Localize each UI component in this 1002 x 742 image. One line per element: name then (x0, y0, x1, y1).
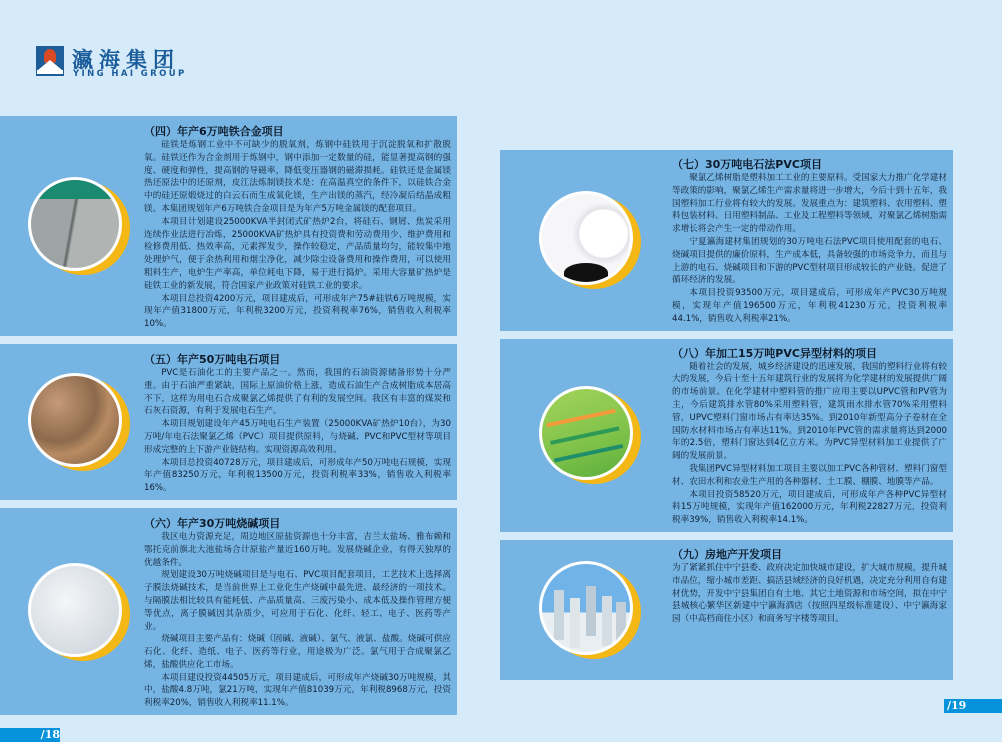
paragraph: 本项目规划建设年产45万吨电石生产装置（25000KVA矿热炉10台），为30万吨/年电石法聚氯乙烯（PVC）项目提供原料，与烧碱、PVC和PVC型材等项目形成完整的上下游产业链结构。实现资源高效利用。 (144, 419, 451, 455)
section-body (144, 139, 451, 331)
real-estate-photo (539, 561, 633, 655)
logo-name-en: YING HAI GROUP (73, 69, 187, 79)
paragraph: 我集团PVC异型材料加工项目主要以加工PVC各种管材、塑料门窗型材、农田水利和农业生产用的各种器材、土工膜、棚膜、地膜等产品。 (672, 463, 947, 487)
paragraph: 本项目投资58520万元，项目建成后，可形成年产各种PVC异型材料15万吨规模，实现年产值162000万元，年利税22827万元，投资利税率39%，销售收入利税率14.1%。 (672, 489, 947, 526)
paragraph: 硅铁是炼钢工业中不可缺少的脱氧剂，炼钢中硅铁用于沉淀脱氧和扩散脱氧。硅铁还作为合金剂用于炼钢中，钢中添加一定数量的硅，能显著提高钢的强度、硬度和弹性，提高钢的导磁率，降低变压器钢的磁滞损耗。硅铁还是金属镁热还原法中的还原剂，皮江法炼制镁技术是：在高温真空的条件下，以硅铁合金中的硅还原煅烧过的白云石而生成氧化镁，生产出镁的蒸汽，经冷凝后结晶成粗镁。本集团规划年产6万吨铁合金项目是为年产5万吨金属镁的配套项目。 (144, 140, 451, 214)
paragraph: 烧碱项目主要产品有：烧碱（固碱、液碱）、氯气、液氯、盐酸。烧碱可供应石化、化纤、造纸、电子、医药等行业，用途极为广泛。氯气用于合成聚氯乙烯，盐酸供应化工市场。 (144, 634, 451, 670)
paragraph: 随着社会的发展，城乡经济建设的迅速发展，我国的塑料行业将有较大的发展，今后十至十五年建筑行业的发展将为化学建材的发展提供广阔的市场前景。在化学建材中塑料管的推广应用主要以UPVC管和PV管为主，今后建筑排水管80%采用塑料管，建筑雨水排水管70%采用塑料管，UPVC塑料门窗市场占有率达35%。到2010年新型高分子卷材在全国防水材料市场占有率达11%。到2010年PVC管的需求量将达到2000年的2.5倍，塑料门窗达到4亿立方米。为PVC异型材料加工业提供了广阔的发展前景。 (672, 361, 948, 462)
section-body (144, 367, 451, 495)
left-page (0, 116, 457, 742)
logo-emblem-icon (36, 46, 64, 76)
section-title: （九）房地产开发项目 (672, 547, 782, 561)
paragraph: 我区电力资源充足，周边地区原盐资源也十分丰富，吉兰太盐场、雅布赖和鄂托克前旗北大池盐场合计原盐产量近160万吨。发展烧碱企业，有得天独厚的优越条件。 (144, 531, 451, 568)
section-body (672, 361, 947, 527)
calcium-carbide-photo (28, 373, 122, 467)
right-page (500, 150, 967, 713)
paragraph: 聚氯乙烯树脂是塑料加工工业的主要原料。受国家大力推广化学建材等政策的影响，聚氯乙烯生产需求量将进一步增大，今后十到十五年，我国塑料加工行业将有较大的发展。发展重点为：建筑塑料、农用塑料、塑料包装材料、日用塑料制品、工业及工程塑料等领域，对聚氯乙烯树脂需求增长将会产生一定的带动作用。 (672, 173, 948, 235)
pvc-pipes-photo (539, 191, 633, 285)
paragraph: 为了紧紧抓住中宁县委、政府决定加快城市建设，扩大城市规模，提升城市品位，缩小城市差距、搞活县域经济的良好机遇，决定充分利用自有建材优势，开发中宁县集团自有土地、其它土地资源和市场空间，拟在中宁县城核心繁华区新建中宁瀛海酒店（按照四星级标准建设）、中宁瀛海家园（中高档商住小区）和商务写字楼等项目。 (672, 562, 948, 625)
section-ferroalloy (0, 116, 457, 336)
page-number-left (0, 728, 60, 742)
logo-name-cn: 瀛海集团 (72, 47, 180, 72)
paragraph: 宁夏瀛海建材集团规划的30万吨电石法PVC项目使用配套的电石、烧碱项目提供的廉价原料，生产成本低，具备较强的市场竞争力，而且与上游的电石、烧碱项目和下游的PVC型材项目形成较长的产业链。促进了循环经济的发展。 (672, 236, 948, 286)
section-body (144, 531, 451, 710)
ferroalloy-photo (28, 177, 122, 271)
section-real-estate (500, 540, 953, 680)
page-number-text: /18 (40, 728, 60, 742)
page-number-text: /19 (947, 698, 967, 712)
section-pvc (500, 150, 953, 331)
paragraph: 本项目总投资4200万元，项目建成后，可形成年产75#硅铁6万吨规模，实现年产值31800万元，年利税3200万元，投资利税率76%，销售收入利税率10%。 (144, 293, 451, 330)
paragraph: 本项目建设投资44505万元，项目建成后，可形成年产烧碱30万吨规模，其中，盐酸4.8万吨，氯21万吨，实现年产值81039万元，年利税8968万元，投资利税率20%，销售收入利税率11.1%。 (144, 672, 451, 709)
ying-hai-group-logo (36, 46, 187, 80)
section-title: （六）年产30万吨烧碱项目 (144, 516, 281, 530)
section-title: （五）年产50万吨电石项目 (144, 352, 281, 366)
paragraph: 本项目投资93500万元，项目建成后，可形成年产PVC30万吨规模，实现年产值196500万元，年利税41230万元，投资利税率44.1%，销售收入利税率21%。 (672, 288, 947, 324)
section-title: （八）年加工15万吨PVC异型材料的项目 (672, 346, 877, 360)
section-title: （七）30万吨电石法PVC项目 (672, 158, 822, 171)
section-title: （四）年产6万吨铁合金项目 (144, 125, 284, 138)
caustic-soda-photo (28, 563, 122, 657)
pvc-profile-photo (539, 386, 633, 480)
paragraph: PVC是石油化工的主要产品之一。然而，我国的石油资源储备形势十分严重。由于石油严重紧缺，国际上原油价格上涨，造成石油生产合成树脂成本居高不下，这样为用电石合成聚氯乙烯提供了有利的发展空间。我区有丰富的煤炭和石灰石资源，有利于发展电石生产。 (144, 367, 451, 417)
paragraph: 本项目计划建设25000KVA半封闭式矿热炉2台，将硅石、钢屑、焦炭采用连续作业法进行冶炼，25000KVA矿热炉具有投资费和劳动费用少、维护费用和检修费用低、热效率高，元素挥发少，操作较稳定，产品质量均匀，能较集中地处理炉气，便于余热利用和烟尘净化，减少除尘设备费用和操作费用，可以使用粗料生产，电炉生产率高，单位耗电下降，易于进行捣炉。采用大容量矿热炉是硅铁工业的新发展，符合国家产业政策对硅铁工业的要求。 (144, 216, 451, 291)
section-calcium-carbide (0, 344, 457, 500)
section-body (672, 172, 947, 326)
paragraph: 本项目总投资40728万元，项目建成后，可形成年产50万吨电石规模，实现年产值83250万元，年利税13500万元，投资利税率33%，销售收入利税率16%。 (144, 457, 451, 494)
section-pvc-profile (500, 339, 953, 532)
section-body (672, 562, 947, 626)
paragraph: 规划建设30万吨烧碱项目是与电石、PVC项目配套项目，工艺技术上选择离子膜法烧碱技术，是当前世界上工业化生产烧碱中最先进、最经济的一项技术。与隔膜法相比较具有能耗低、产品质量高、三废污染小、成本低及操作管理方便等优点，离子膜碱因其杂质少，可应用于石化、化纤、轻工、电子、医药等产业。 (144, 570, 451, 632)
section-caustic-soda (0, 508, 457, 715)
page-number-right (944, 699, 1002, 713)
